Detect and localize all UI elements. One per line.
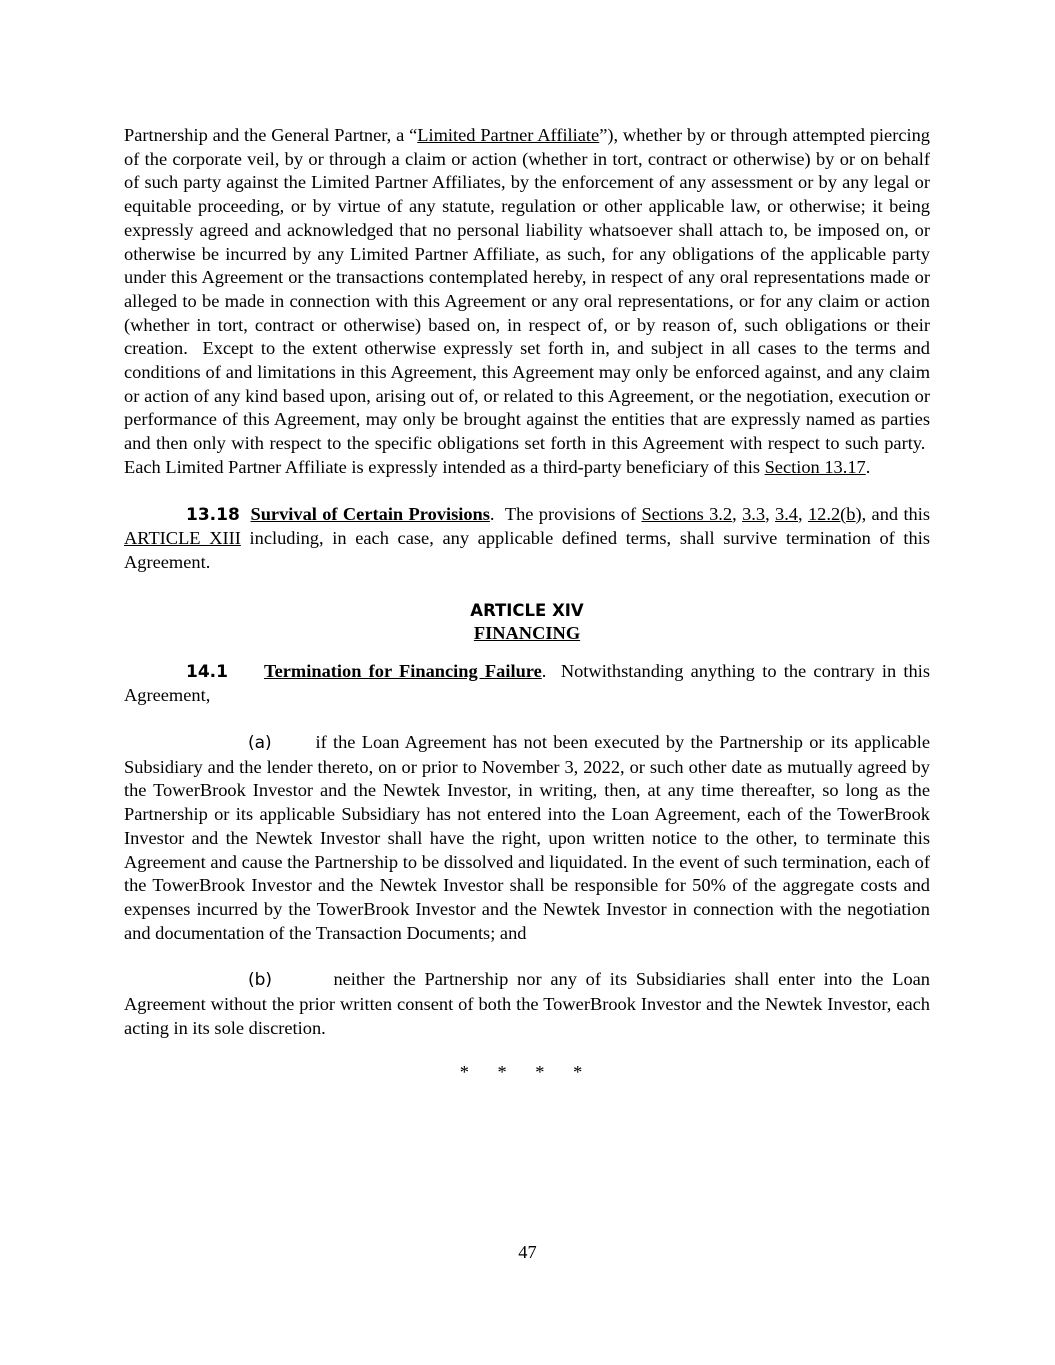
section-number: 14.1: [186, 661, 228, 682]
clause-label: (a): [248, 733, 272, 754]
page-number: 47: [518, 1242, 537, 1262]
section-title: Survival of Certain Provisions: [250, 503, 490, 524]
cross-reference[interactable]: 12.2(b): [807, 503, 862, 524]
document-page: [124, 124, 930, 1084]
cross-reference[interactable]: 3.4: [775, 503, 799, 524]
section-13-18: 13.18 Survival of Certain Provisions. The provisions of Sections 3.2, 3.3, 3.4, 12.2(b), and this ARTICLE XIII including, in each case, any applicable defined terms, shall survive termination of this Agreement.: [124, 503, 931, 572]
clause-b: (b) neither the Partnership nor any of its Subsidiaries shall enter into the Loan Agreement without the prior written consent of both the TowerBrook Investor and the Newtek Investor, each acting in its sole discretion.: [124, 969, 930, 1038]
cross-reference[interactable]: Sections 3.2: [641, 503, 733, 524]
section-title: Termination for Financing Failure: [264, 660, 542, 681]
section-separator-stars: * * * *: [459, 1061, 595, 1082]
article-title: ARTICLE XIV: [470, 600, 584, 620]
cross-reference-section-13-17[interactable]: Section 13.17: [764, 456, 866, 477]
defined-term-limited-partner-affiliate: Limited Partner Affiliate: [417, 125, 600, 145]
cross-reference[interactable]: ARTICLE XIII: [124, 528, 241, 549]
section-number: 13.18: [186, 504, 240, 525]
cross-reference[interactable]: 3.3: [742, 503, 766, 524]
article-subtitle: FINANCING: [473, 622, 581, 643]
section-14-1: 14.1 Termination for Financing Failure. Notwithstanding anything to the contrary in this Agreement,: [124, 660, 930, 706]
clause-label: (b): [248, 970, 273, 991]
paragraph-continuation: Partnership and the General Partner, a “Limited Partner Affiliate”), whether by or through attempted piercing of the corporate veil, by or through a claim or action (whether in tort, contract or otherwise) by or on behalf of such party against the Limited Partner Affiliates, by the enforcement of any assessment or by any legal or equitable proceeding, or by virtue of any statute, regulation or other applicable law, or otherwise; it being expressly agreed and acknowledged that no personal liability whatsoever shall attach to, be imposed on, or otherwise be incurred by any Limited Partner Affiliate, as such, for any obligations of the applicable party under this Agreement or the transactions contemplated hereby, in respect of any oral representations made or alleged to be made in connection with this Agreement or any oral representations, or for any claim or action (whether in tort, contract or otherwise) based on, in respect of, or by reason of, such obligations or their creation. Except to the extent otherwise expressly set forth in, and subject in all cases to the terms and conditions of and limitations in this Agreement, this Agreement may only be enforced against, and any claim or action of any kind based upon, arising out of, or related to this Agreement, or the negotiation, execution or performance of this Agreement, may only be brought against the entities that are expressly named as parties and then only with respect to the specific obligations set forth in this Agreement with respect to such party. Each Limited Partner Affiliate is expressly intended as a third-party beneficiary of this Section 13.17.: [124, 125, 930, 477]
clause-a: (a) if the Loan Agreement has not been executed by the Partnership or its applicable Subsidiary and the lender thereto, on or prior to November 3, 2022, or such other date as mutually agreed by the TowerBrook Investor and the Newtek Investor, in writing, then, at any time thereafter, so long as the Partnership or its applicable Subsidiary has not entered into the Loan Agreement, each of the TowerBrook Investor and the Newtek Investor shall have the right, upon written notice to the other, to terminate this Agreement and cause the Partnership to be dissolved and liquidated. In the event of such termination, each of the TowerBrook Investor and the Newtek Investor shall be responsible for 50% of the aggregate costs and expenses incurred by the TowerBrook Investor and the Newtek Investor in connection with the negotiation and documentation of the Transaction Documents; and: [124, 732, 930, 943]
